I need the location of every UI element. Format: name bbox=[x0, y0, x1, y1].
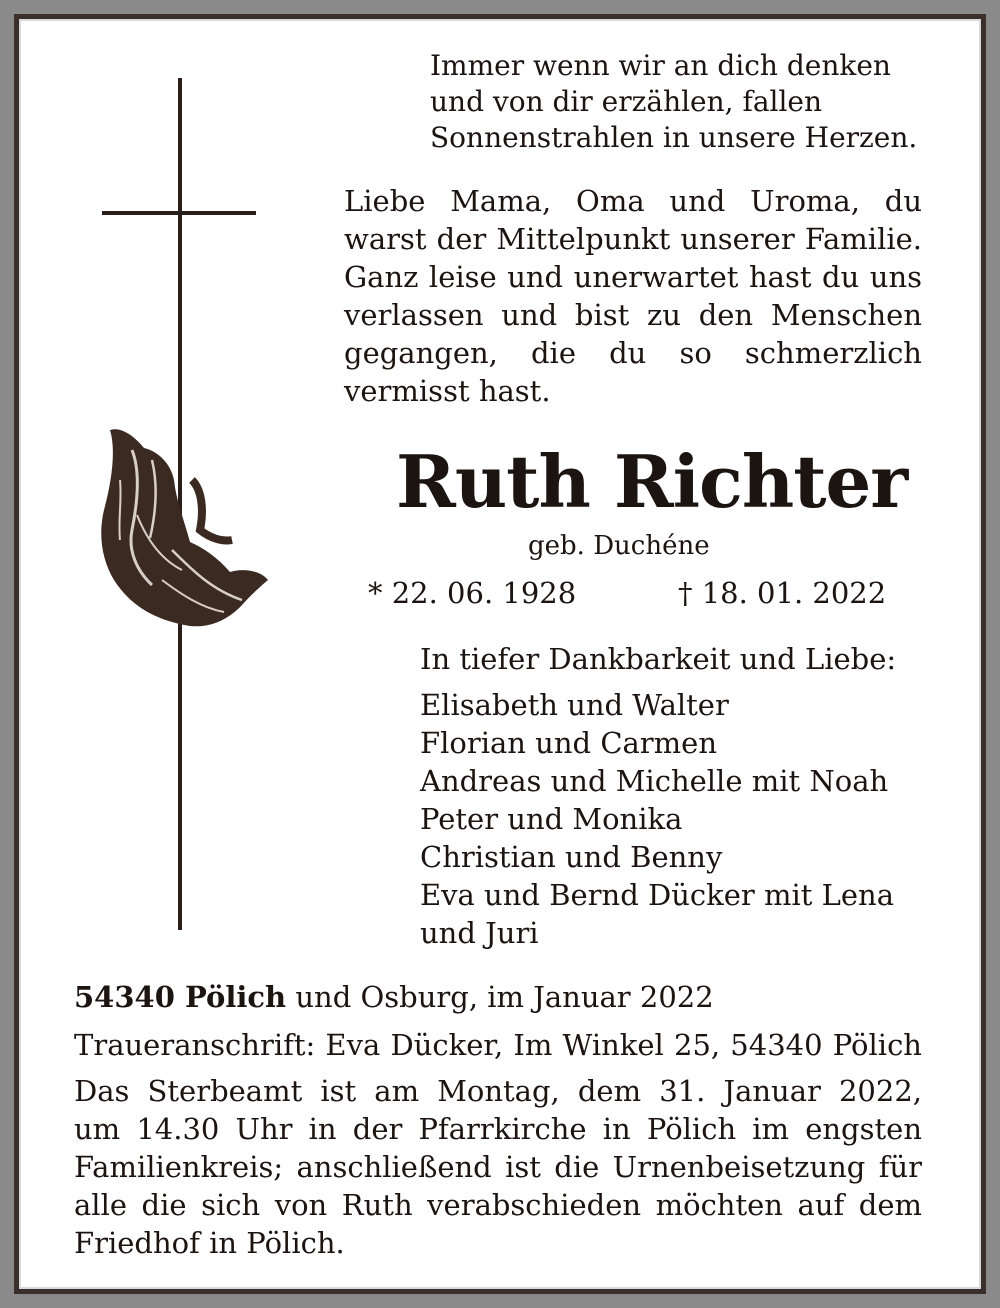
family-member: und Juri bbox=[420, 916, 539, 950]
family-member: Florian und Carmen bbox=[420, 726, 717, 760]
verse-line-3: Sonnenstrahlen in unsere Herzen. bbox=[430, 121, 918, 154]
message-line-1: Liebe Mama, Oma und Uroma, du bbox=[344, 184, 922, 218]
family-member: Andreas und Michelle mit Noah bbox=[420, 764, 889, 798]
family-member: Christian und Benny bbox=[420, 840, 723, 874]
message-line-4: verlassen und bist zu den Menschen bbox=[344, 298, 922, 332]
message-line-5: gegangen, die du so schmerzlich bbox=[344, 336, 922, 370]
verse-line-1: Immer wenn wir an dich denken bbox=[430, 49, 891, 82]
death-date: † 18. 01. 2022 bbox=[678, 576, 887, 610]
service-line-1: Das Sterbeamt ist am Montag, dem 31. Januar 2022, bbox=[74, 1074, 922, 1108]
place-rest: und Osburg, im Januar 2022 bbox=[286, 980, 714, 1014]
mourning-address: Traueranschrift: Eva Dücker, Im Winkel 25, 54340 Pölich bbox=[74, 1028, 922, 1062]
service-line-4: alle die sich von Ruth verabschieden möchten auf dem bbox=[74, 1188, 922, 1222]
place-bold: 54340 Pölich bbox=[74, 980, 287, 1014]
deceased-name: Ruth Richter bbox=[396, 439, 908, 524]
message-line-2: warst der Mittelpunkt unserer Familie. bbox=[344, 222, 922, 256]
message-line-6: vermisst hast. bbox=[344, 374, 551, 408]
maiden-name: geb. Duchéne bbox=[528, 531, 710, 561]
praying-hands-icon bbox=[92, 420, 272, 640]
family-intro: In tiefer Dankbarkeit und Liebe: bbox=[420, 642, 897, 676]
family-member: Peter und Monika bbox=[420, 802, 683, 836]
verse-line-2: und von dir erzählen, fallen bbox=[430, 85, 823, 118]
service-line-5: Friedhof in Pölich. bbox=[74, 1226, 345, 1260]
place-date-line bbox=[74, 978, 714, 1017]
family-member: Eva und Bernd Dücker mit Lena bbox=[420, 878, 895, 912]
birth-date: * 22. 06. 1928 bbox=[368, 576, 577, 610]
family-member: Elisabeth und Walter bbox=[420, 688, 729, 722]
service-line-2: um 14.30 Uhr in der Pfarrkirche in Pölich im engsten bbox=[74, 1112, 922, 1146]
message-line-3: Ganz leise und unerwartet hast du uns bbox=[344, 260, 922, 294]
service-line-3: Familienkreis; anschließend ist die Urnenbeisetzung für bbox=[74, 1150, 922, 1184]
